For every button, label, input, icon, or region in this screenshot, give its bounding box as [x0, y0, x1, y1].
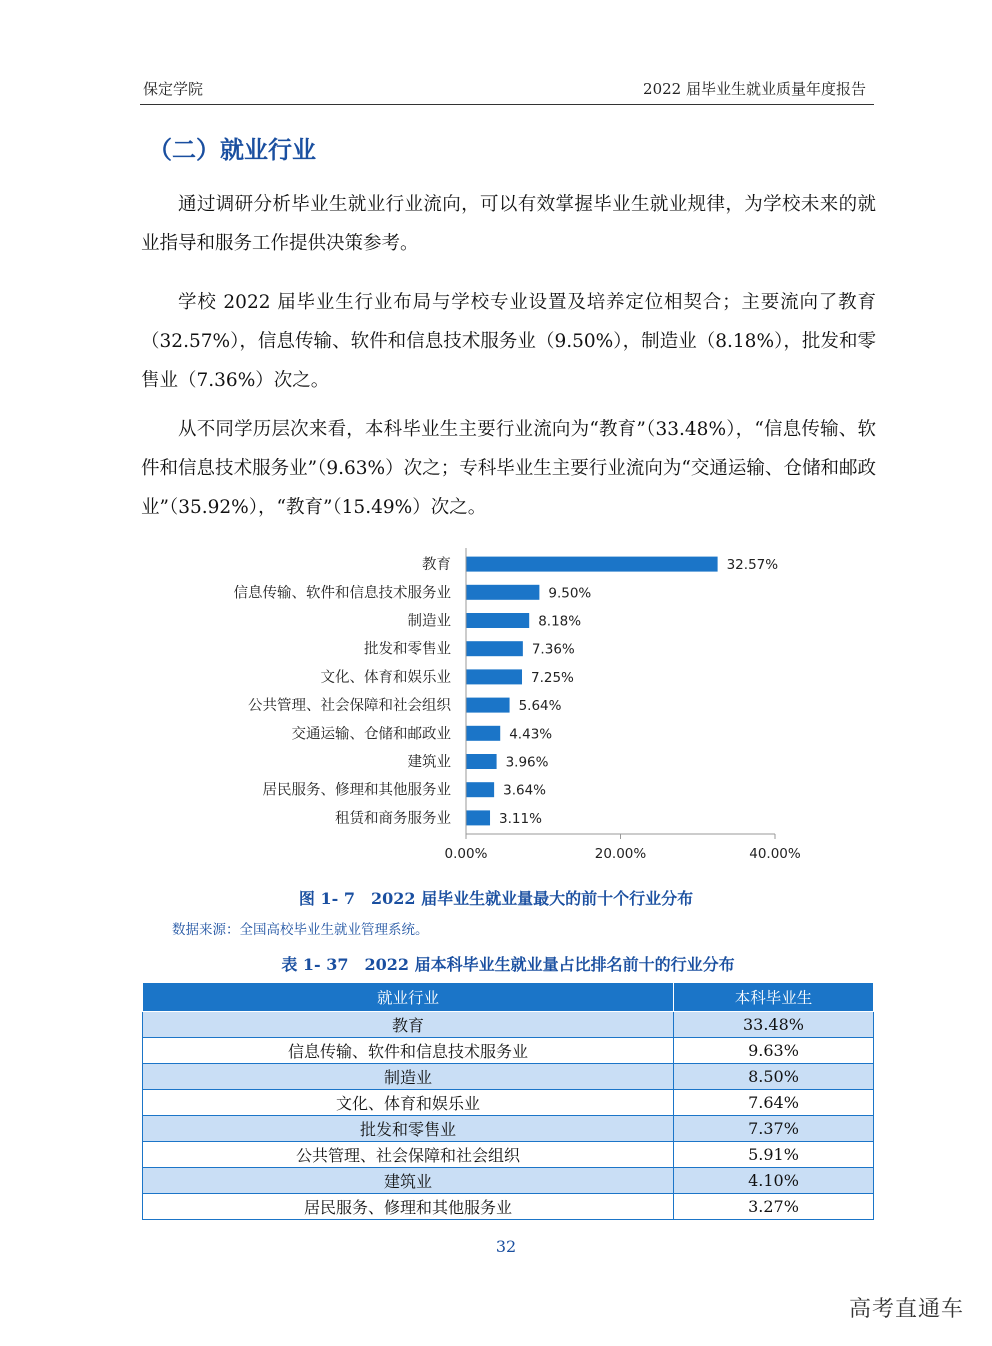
table-cell-percent: 8.50%	[674, 1064, 874, 1090]
paragraph-overall: 学校 2022 届毕业生行业布局与学校专业设置及培养定位相契合；主要流向了教育（32.57%），信息传输、软件和信息技术服务业（9.50%），制造业（8.18%），批发和零售业（7.36%）次之。	[141, 292, 876, 391]
chart-category-label: 交通运输、仓储和邮政业	[291, 726, 451, 743]
chart-bar	[466, 726, 500, 741]
table-header-industry: 就业行业	[143, 983, 674, 1012]
table-row	[143, 1194, 874, 1220]
data-source-note: 数据来源：全国高校毕业生就业管理系统。	[172, 922, 429, 938]
chart-value-label: 3.64%	[503, 782, 547, 799]
table-cell-industry: 公共管理、社会保障和社会组织	[143, 1142, 674, 1168]
chart-bar	[466, 669, 522, 684]
paragraph-intro: 通过调研分析毕业生就业行业流向，可以有效掌握毕业生就业规律，为学校未来的就业指导和服务工作提供决策参考。	[141, 194, 876, 254]
table-cell-industry: 制造业	[143, 1064, 674, 1090]
chart-category-label: 文化、体育和娱乐业	[320, 669, 451, 686]
table-cell-percent: 9.63%	[674, 1038, 874, 1064]
chart-category-label: 居民服务、修理和其他服务业	[262, 782, 451, 799]
chart-bar	[466, 641, 523, 656]
table-row	[143, 1090, 874, 1116]
chart-value-label: 3.96%	[505, 754, 549, 771]
chart-tick-label: 20.00%	[594, 846, 647, 862]
chart-category-label: 批发和零售业	[364, 641, 451, 658]
table-row	[143, 1064, 874, 1090]
table-row	[143, 1038, 874, 1064]
table-header-undergrad: 本科毕业生	[674, 983, 874, 1012]
table-cell-percent: 3.27%	[674, 1194, 874, 1220]
chart-value-label: 5.64%	[518, 698, 562, 715]
industry-bar-chart	[0, 540, 992, 880]
watermark-text: 高考直通车	[848, 1297, 964, 1322]
chart-bar	[466, 782, 494, 797]
chart-category-label: 租赁和商务服务业	[335, 810, 451, 827]
table-row	[143, 1012, 874, 1038]
chart-bar	[466, 698, 510, 713]
chart-value-label: 7.36%	[531, 641, 575, 658]
chart-tick-label: 0.00%	[444, 846, 488, 862]
chart-value-label: 3.11%	[499, 810, 542, 827]
table-cell-percent: 5.91%	[674, 1142, 874, 1168]
table-cell-industry: 建筑业	[143, 1168, 674, 1194]
table-cell-percent: 4.10%	[674, 1168, 874, 1194]
table-caption: 表 1- 37 2022 届本科毕业生就业量占比排名前十的行业分布	[281, 955, 735, 974]
table-row	[143, 1116, 874, 1142]
table-cell-percent: 33.48%	[674, 1012, 874, 1038]
chart-bar	[466, 754, 497, 769]
page-number: 32	[495, 1237, 517, 1256]
chart-bar	[466, 810, 490, 825]
table-cell-percent: 7.64%	[674, 1090, 874, 1116]
paragraph-by-level: 从不同学历层次来看，本科毕业生主要行业流向为“教育”（33.48%），“信息传输、软件和信息技术服务业”（9.63%）次之；专科毕业生主要行业流向为“交通运输、仓储和邮政业”（35.92%），“教育”（15.49%）次之。	[141, 419, 876, 518]
table-cell-industry: 信息传输、软件和信息技术服务业	[143, 1038, 674, 1064]
header-report-title: 2022 届毕业生就业质量年度报告	[643, 80, 866, 98]
chart-bar	[466, 557, 718, 572]
chart-value-label: 7.25%	[531, 669, 574, 686]
chart-category-label: 教育	[422, 557, 451, 574]
chart-category-label: 公共管理、社会保障和社会组织	[248, 698, 451, 715]
header-divider	[140, 104, 874, 105]
table-cell-industry: 批发和零售业	[143, 1116, 674, 1142]
table-row	[143, 1142, 874, 1168]
industry-table	[142, 982, 874, 1220]
table-cell-industry: 居民服务、修理和其他服务业	[143, 1194, 674, 1220]
chart-category-label: 建筑业	[407, 754, 451, 771]
table-cell-industry: 教育	[143, 1012, 674, 1038]
chart-value-label: 4.43%	[509, 726, 553, 743]
table-cell-industry: 文化、体育和娱乐业	[143, 1090, 674, 1116]
chart-bar	[466, 613, 529, 628]
chart-tick-label: 40.00%	[749, 846, 801, 862]
table-header-row	[143, 983, 874, 1012]
section-title: （二）就业行业	[148, 136, 316, 164]
chart-value-label: 8.18%	[538, 613, 582, 630]
chart-bar	[466, 585, 539, 600]
chart-value-label: 9.50%	[548, 585, 592, 602]
table-cell-percent: 7.37%	[674, 1116, 874, 1142]
chart-category-label: 信息传输、软件和信息技术服务业	[233, 585, 451, 602]
chart-value-label: 32.57%	[726, 557, 779, 574]
figure-caption: 图 1- 7 2022 届毕业生就业量最大的前十个行业分布	[298, 889, 694, 908]
header-school-name: 保定学院	[143, 80, 204, 98]
chart-category-label: 制造业	[407, 613, 451, 630]
table-row	[143, 1168, 874, 1194]
